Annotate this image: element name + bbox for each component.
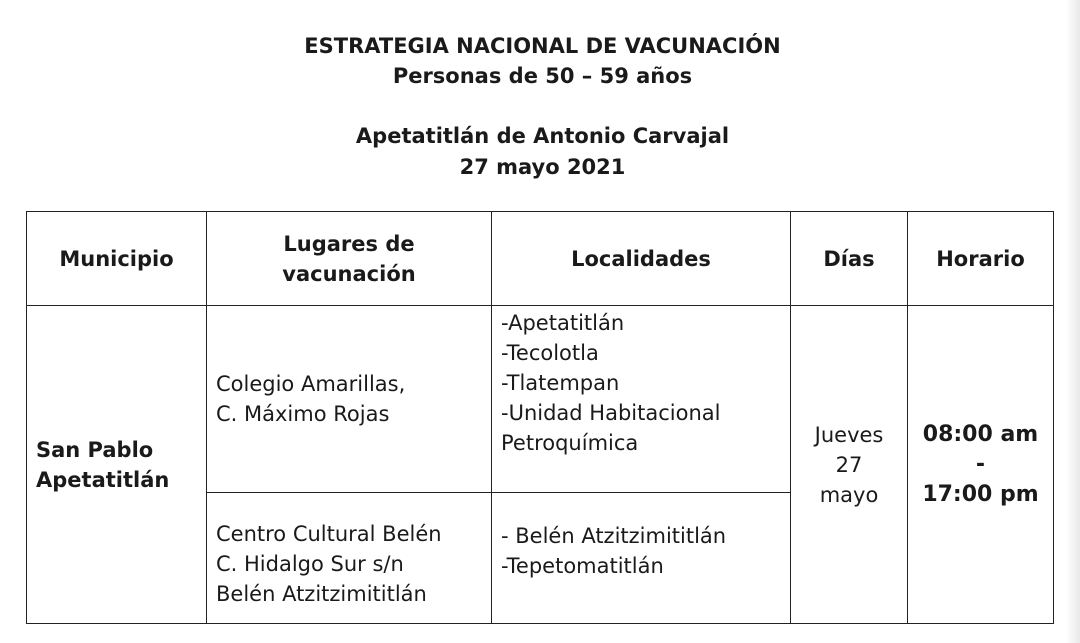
date-heading: 27 mayo 2021	[459, 155, 626, 179]
municipio-line1: San Pablo	[36, 437, 154, 462]
municipality-heading: Apetatitlán de Antonio Carvajal	[355, 124, 730, 148]
horario-cell	[908, 306, 1054, 624]
lugar-line: Centro Cultural Belén	[216, 521, 442, 546]
col-header-localidades: Localidades	[492, 212, 791, 306]
table-header-row	[27, 212, 1054, 306]
localidad-item: Petroquímica	[501, 431, 639, 455]
localidades-cell	[492, 306, 791, 493]
dias-line3: mayo	[819, 482, 879, 507]
lugar-cell	[207, 492, 492, 623]
localidad-item: -Tlatempan	[501, 371, 620, 395]
municipio-line2: Apetatitlán	[36, 467, 170, 492]
col-header-dias: Días	[791, 212, 908, 306]
localidad-item: -Apetatitlán	[501, 311, 625, 335]
localidad-item: -Tepetomatitlán	[501, 553, 664, 578]
localidad-item: - Belén Atzitzimititlán	[501, 523, 727, 548]
lugar-line: Colegio Amarillas,	[216, 371, 406, 396]
localidad-item: -Unidad Habitacional	[501, 401, 721, 425]
lugar-line: C. Hidalgo Sur s/n	[216, 551, 404, 576]
localidades-cell	[492, 492, 791, 623]
vaccination-table	[26, 211, 1054, 624]
horario-start: 08:00 am	[922, 421, 1039, 447]
localidad-item: -Tecolotla	[501, 341, 599, 365]
col-header-lugares-line2: vacunación	[282, 261, 416, 286]
table-row	[27, 306, 1054, 493]
horario-separator: -	[975, 451, 986, 477]
dias-line1: Jueves	[814, 422, 884, 447]
col-header-lugares	[207, 212, 492, 306]
document-title: ESTRATEGIA NACIONAL DE VACUNACIÓN	[304, 34, 781, 58]
col-header-horario: Horario	[908, 212, 1054, 306]
dias-line2: 27	[835, 452, 863, 477]
document-subtitle: Personas de 50 – 59 años	[392, 64, 693, 88]
col-header-municipio: Municipio	[27, 212, 207, 306]
lugar-cell	[207, 306, 492, 493]
dias-cell	[791, 306, 908, 624]
lugar-line: Belén Atzitzimititlán	[216, 581, 427, 606]
col-header-lugares-line1: Lugares de	[283, 231, 415, 256]
horario-end: 17:00 pm	[922, 481, 1039, 507]
page-edge-shadow	[1066, 0, 1080, 643]
lugar-line: C. Máximo Rojas	[216, 401, 390, 426]
municipio-cell	[27, 306, 207, 624]
